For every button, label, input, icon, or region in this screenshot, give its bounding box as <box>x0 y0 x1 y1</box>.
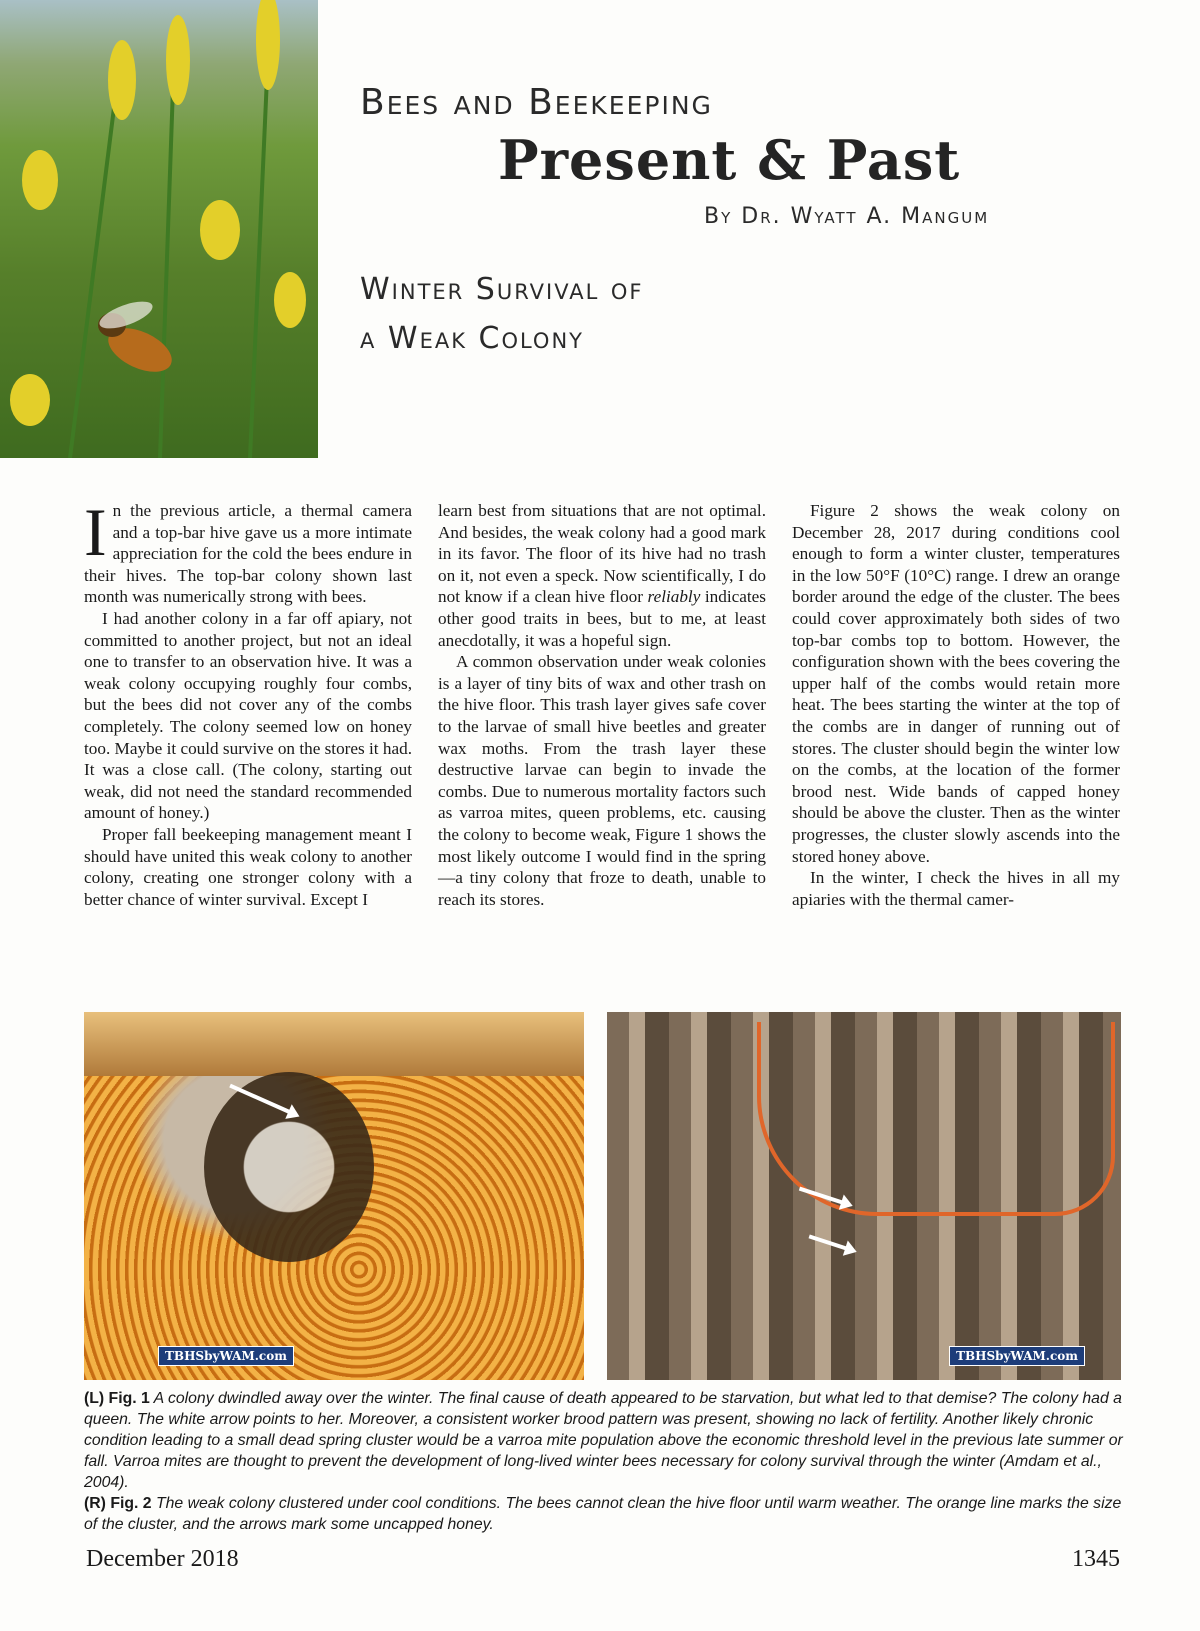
drop-cap: I <box>84 494 107 570</box>
paragraph: In the winter, I check the hives in all my apiaries with the thermal camer- <box>792 868 1120 909</box>
paragraph-text: learn best from situations that are not optimal. And besides, the weak colony had a good mark in its favor. The floor of its hive had no trash on it, not even a speck. Now scientifically, I do not know if a clean hive floor <box>438 501 766 607</box>
page-title: Present & Past <box>498 128 961 192</box>
figure-1-photo <box>84 1012 584 1380</box>
hive-frame-bar <box>84 1012 584 1076</box>
paragraph-text: indicates other good traits in bees, but to me, at least anecdotally, it was a hopeful sign. <box>438 587 766 650</box>
caption-fig2 <box>84 1493 1124 1535</box>
article-subtitle-line2: a Weak Colony <box>360 321 584 356</box>
paragraph <box>438 500 766 651</box>
figure-caption <box>84 1388 1124 1535</box>
article-column-1 <box>84 494 412 1000</box>
photo-watermark: TBHSbyWAM.com <box>158 1346 294 1366</box>
cluster-border-line <box>757 1022 1115 1216</box>
page-number: 1345 <box>1072 1546 1120 1572</box>
fig1-text: A colony dwindled away over the winter. The final cause of death appeared to be starvation, but what led to that demise? The colony had a queen. The white arrow points to her. Moreover, a consistent worker brood pattern was present, showing no lack of fertility. Another likely chronic condition leading to a small dead spring cluster would be a varroa mite population above the economic threshold level in the previous late summer or fall. Varroa mites are thought to prevent the development of long-lived winter bees necessary for colony survival through the winter (Amdam et al., 2004). <box>84 1390 1123 1491</box>
author-byline: By Dr. Wyatt A. Mangum <box>704 204 990 229</box>
fig1-label: (L) Fig. 1 <box>84 1390 150 1407</box>
issue-date: December 2018 <box>86 1546 239 1572</box>
figure-2-photo <box>607 1012 1121 1380</box>
dead-bee-cluster <box>204 1072 374 1262</box>
series-kicker: Bees and Beekeeping <box>360 82 713 123</box>
paragraph: I had another colony in a far off apiary, not committed to another project, but not an ideal one to transfer to an observation hive. It was a weak colony occupying roughly four combs, but the bees did not cover any of the combs completely. The colony seemed low on honey too. Maybe it could survive on the stores it had. It was a close call. (The colony, starting out weak, did not need the standard recommended amount of honey.) <box>84 608 412 823</box>
paragraph: A common observation under weak colonies is a layer of tiny bits of wax and other trash on the hive floor. This trash layer gives safe cover to the larvae of small hive beetles and greater wax moths. From the trash layer these destructive larvae can begin to invade the combs. Due to numerous mortality factors such as varroa mites, queen problems, etc. causing the colony to become weak, Figure 1 shows the most likely outcome I would find in the spring—a tiny colony that froze to death, unable to reach its stores. <box>438 652 766 909</box>
article-column-2 <box>438 500 766 1000</box>
article-subtitle-line1: Winter Survival of <box>360 272 644 307</box>
photo-watermark: TBHSbyWAM.com <box>949 1346 1085 1366</box>
emphasis-text: reliably <box>647 587 701 607</box>
fig2-text: The weak colony clustered under cool conditions. The bees cannot clean the hive floor until warm weather. The orange line marks the size of the cluster, and the arrows mark some uncapped honey. <box>84 1495 1122 1533</box>
article-column-3 <box>792 500 1120 1000</box>
fig2-label: (R) Fig. 2 <box>84 1495 152 1512</box>
caption-fig1 <box>84 1388 1124 1493</box>
paragraph: Proper fall beekeeping management meant I should have united this weak colony to another colony, creating one stronger colony with a better chance of winter survival. Except I <box>84 824 412 909</box>
honey-arrow-icon <box>809 1235 852 1252</box>
paragraph: Figure 2 shows the weak colony on December 28, 2017 during conditions cool enough to form a winter cluster, temperatures in the low 50°F (10°C) range. I drew an orange border around the edge of the cluster. The bees could cover approximately both sides of two top-bar combs top to bottom. However, the configuration shown with the bees covering the upper half of the combs would retain more heat. The bees starting the winter at the top of the combs are in danger of running out of stores. The cluster should begin the winter low on the combs, at the location of the former brood nest. Wide bands of capped honey should be above the cluster. Then as the winter progresses, the cluster slowly ascends into the stored honey above. <box>792 501 1120 866</box>
title-block <box>0 0 1200 458</box>
paragraph-text: n the previous article, a thermal camera and a top-bar hive gave us a more intimate appreciation for the cold the bees endure in their hives. The top-bar colony shown last month was numerically strong with bees. <box>84 501 412 607</box>
paragraph <box>84 494 412 608</box>
